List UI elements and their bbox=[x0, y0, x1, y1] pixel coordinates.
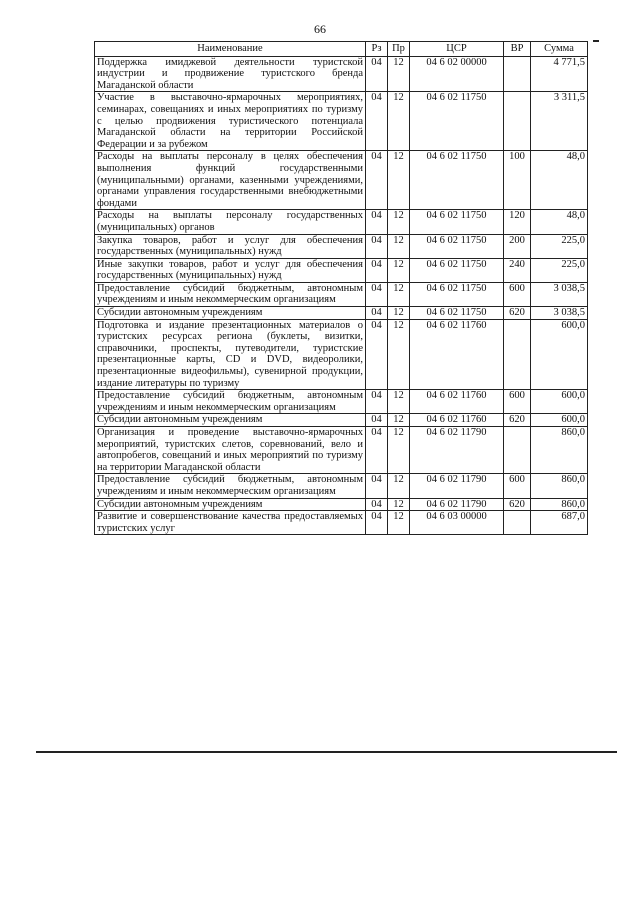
table-row bbox=[95, 56, 588, 92]
cell-pr: 12 bbox=[388, 56, 410, 92]
cell-csr: 04 6 02 11750 bbox=[410, 234, 504, 258]
cell-csr: 04 6 02 11760 bbox=[410, 414, 504, 427]
cell-vr: 600 bbox=[504, 282, 531, 306]
cell-sum: 4 771,5 bbox=[531, 56, 588, 92]
cell-sum: 600,0 bbox=[531, 319, 588, 390]
cell-sum: 860,0 bbox=[531, 498, 588, 511]
table-row bbox=[95, 474, 588, 498]
table-row bbox=[95, 390, 588, 414]
cell-name: Развитие и совершенствование качества предоставляемых туристских услуг bbox=[95, 511, 366, 535]
cell-pr: 12 bbox=[388, 258, 410, 282]
cell-name: Предоставление субсидий бюджетным, автономным учреждениям и иным некоммерческим организациям bbox=[95, 474, 366, 498]
cell-csr: 04 6 02 11750 bbox=[410, 92, 504, 151]
cell-rz: 04 bbox=[366, 474, 388, 498]
cell-vr bbox=[504, 56, 531, 92]
cell-vr: 120 bbox=[504, 210, 531, 234]
table-row bbox=[95, 427, 588, 474]
table-row bbox=[95, 307, 588, 320]
cell-csr: 04 6 02 11760 bbox=[410, 319, 504, 390]
cell-csr: 04 6 02 11750 bbox=[410, 258, 504, 282]
cell-sum: 860,0 bbox=[531, 427, 588, 474]
cell-name: Организация и проведение выставочно-ярмарочных мероприятий, туристских слетов, соревнований, вело и автопробегов, совещаний и иных мероприятий по туризму на территории Магаданской области bbox=[95, 427, 366, 474]
cell-rz: 04 bbox=[366, 511, 388, 535]
cell-csr: 04 6 02 11790 bbox=[410, 498, 504, 511]
table-row bbox=[95, 498, 588, 511]
cell-name: Расходы на выплаты персоналу государственных (муниципальных) органов bbox=[95, 210, 366, 234]
cell-pr: 12 bbox=[388, 498, 410, 511]
cell-pr: 12 bbox=[388, 92, 410, 151]
cell-sum: 225,0 bbox=[531, 234, 588, 258]
cell-sum: 860,0 bbox=[531, 474, 588, 498]
cell-sum: 3 038,5 bbox=[531, 307, 588, 320]
cell-pr: 12 bbox=[388, 210, 410, 234]
cell-pr: 12 bbox=[388, 414, 410, 427]
cell-sum: 600,0 bbox=[531, 390, 588, 414]
cell-csr: 04 6 02 11750 bbox=[410, 282, 504, 306]
footer-divider bbox=[36, 751, 617, 753]
cell-rz: 04 bbox=[366, 151, 388, 210]
cell-name: Поддержка имиджевой деятельности туристской индустрии и продвижение туристского бренда Магаданской области bbox=[95, 56, 366, 92]
cell-csr: 04 6 02 11790 bbox=[410, 427, 504, 474]
cell-name: Участие в выставочно-ярмарочных мероприятиях, семинарах, совещаниях и иных мероприятиях по туризму с целью продвижения туристического потенциала Магаданской области на территории Российской Федерации и за рубежом bbox=[95, 92, 366, 151]
cell-csr: 04 6 03 00000 bbox=[410, 511, 504, 535]
cell-rz: 04 bbox=[366, 258, 388, 282]
cell-pr: 12 bbox=[388, 307, 410, 320]
cell-vr bbox=[504, 427, 531, 474]
cell-csr: 04 6 02 11750 bbox=[410, 210, 504, 234]
cell-pr: 12 bbox=[388, 319, 410, 390]
cell-name: Предоставление субсидий бюджетным, автономным учреждениям и иным некоммерческим организациям bbox=[95, 282, 366, 306]
page-number: 66 bbox=[314, 22, 326, 36]
cell-sum: 48,0 bbox=[531, 210, 588, 234]
cell-vr: 240 bbox=[504, 258, 531, 282]
corner-mark bbox=[593, 40, 599, 42]
cell-csr: 04 6 02 11750 bbox=[410, 151, 504, 210]
cell-rz: 04 bbox=[366, 414, 388, 427]
header-pr: Пр bbox=[388, 42, 410, 57]
cell-vr bbox=[504, 92, 531, 151]
cell-name: Субсидии автономным учреждениям bbox=[95, 414, 366, 427]
cell-pr: 12 bbox=[388, 151, 410, 210]
header-sum: Сумма bbox=[531, 42, 588, 57]
cell-vr: 600 bbox=[504, 474, 531, 498]
cell-sum: 600,0 bbox=[531, 414, 588, 427]
cell-vr bbox=[504, 319, 531, 390]
header-name: Наименование bbox=[95, 42, 366, 57]
cell-csr: 04 6 02 00000 bbox=[410, 56, 504, 92]
table-row bbox=[95, 258, 588, 282]
cell-name: Предоставление субсидий бюджетным, автономным учреждениям и иным некоммерческим организациям bbox=[95, 390, 366, 414]
cell-csr: 04 6 02 11760 bbox=[410, 390, 504, 414]
cell-rz: 04 bbox=[366, 319, 388, 390]
cell-csr: 04 6 02 11750 bbox=[410, 307, 504, 320]
cell-rz: 04 bbox=[366, 210, 388, 234]
cell-sum: 3 038,5 bbox=[531, 282, 588, 306]
cell-name: Субсидии автономным учреждениям bbox=[95, 498, 366, 511]
cell-pr: 12 bbox=[388, 474, 410, 498]
cell-vr: 200 bbox=[504, 234, 531, 258]
header-vr: ВР bbox=[504, 42, 531, 57]
cell-vr: 620 bbox=[504, 307, 531, 320]
table-row bbox=[95, 282, 588, 306]
cell-name: Подготовка и издание презентационных материалов о туристских ресурсах региона (буклеты, визитки, справочники, проспекты, путеводители, туристские презентационные карты, CD и DVD, видеоролики, презентационные видеофильмы), сувенирной продукции, издание литературы по туризму bbox=[95, 319, 366, 390]
table-row bbox=[95, 319, 588, 390]
cell-sum: 48,0 bbox=[531, 151, 588, 210]
cell-rz: 04 bbox=[366, 234, 388, 258]
cell-csr: 04 6 02 11790 bbox=[410, 474, 504, 498]
cell-name: Расходы на выплаты персоналу в целях обеспечения выполнения функций государственными (муниципальными) органами, казенными учреждениями, органами управления государственными внебюджетными фондами bbox=[95, 151, 366, 210]
cell-sum: 225,0 bbox=[531, 258, 588, 282]
cell-pr: 12 bbox=[388, 511, 410, 535]
cell-pr: 12 bbox=[388, 282, 410, 306]
cell-pr: 12 bbox=[388, 234, 410, 258]
cell-rz: 04 bbox=[366, 498, 388, 511]
cell-rz: 04 bbox=[366, 92, 388, 151]
cell-rz: 04 bbox=[366, 56, 388, 92]
cell-rz: 04 bbox=[366, 307, 388, 320]
cell-rz: 04 bbox=[366, 390, 388, 414]
cell-vr: 100 bbox=[504, 151, 531, 210]
table-row bbox=[95, 92, 588, 151]
table-row bbox=[95, 210, 588, 234]
header-csr: ЦСР bbox=[410, 42, 504, 57]
cell-pr: 12 bbox=[388, 427, 410, 474]
cell-sum: 3 311,5 bbox=[531, 92, 588, 151]
cell-vr: 620 bbox=[504, 498, 531, 511]
budget-table bbox=[94, 41, 588, 535]
cell-vr bbox=[504, 511, 531, 535]
cell-name: Закупка товаров, работ и услуг для обеспечения государственных (муниципальных) нужд bbox=[95, 234, 366, 258]
cell-vr: 620 bbox=[504, 414, 531, 427]
cell-name: Иные закупки товаров, работ и услуг для обеспечения государственных (муниципальных) нужд bbox=[95, 258, 366, 282]
cell-pr: 12 bbox=[388, 390, 410, 414]
cell-name: Субсидии автономным учреждениям bbox=[95, 307, 366, 320]
table-row bbox=[95, 234, 588, 258]
table-header-row bbox=[95, 42, 588, 57]
table-row bbox=[95, 414, 588, 427]
header-rz: Рз bbox=[366, 42, 388, 57]
table-row bbox=[95, 511, 588, 535]
cell-rz: 04 bbox=[366, 282, 388, 306]
cell-sum: 687,0 bbox=[531, 511, 588, 535]
cell-vr: 600 bbox=[504, 390, 531, 414]
cell-rz: 04 bbox=[366, 427, 388, 474]
table-row bbox=[95, 151, 588, 210]
